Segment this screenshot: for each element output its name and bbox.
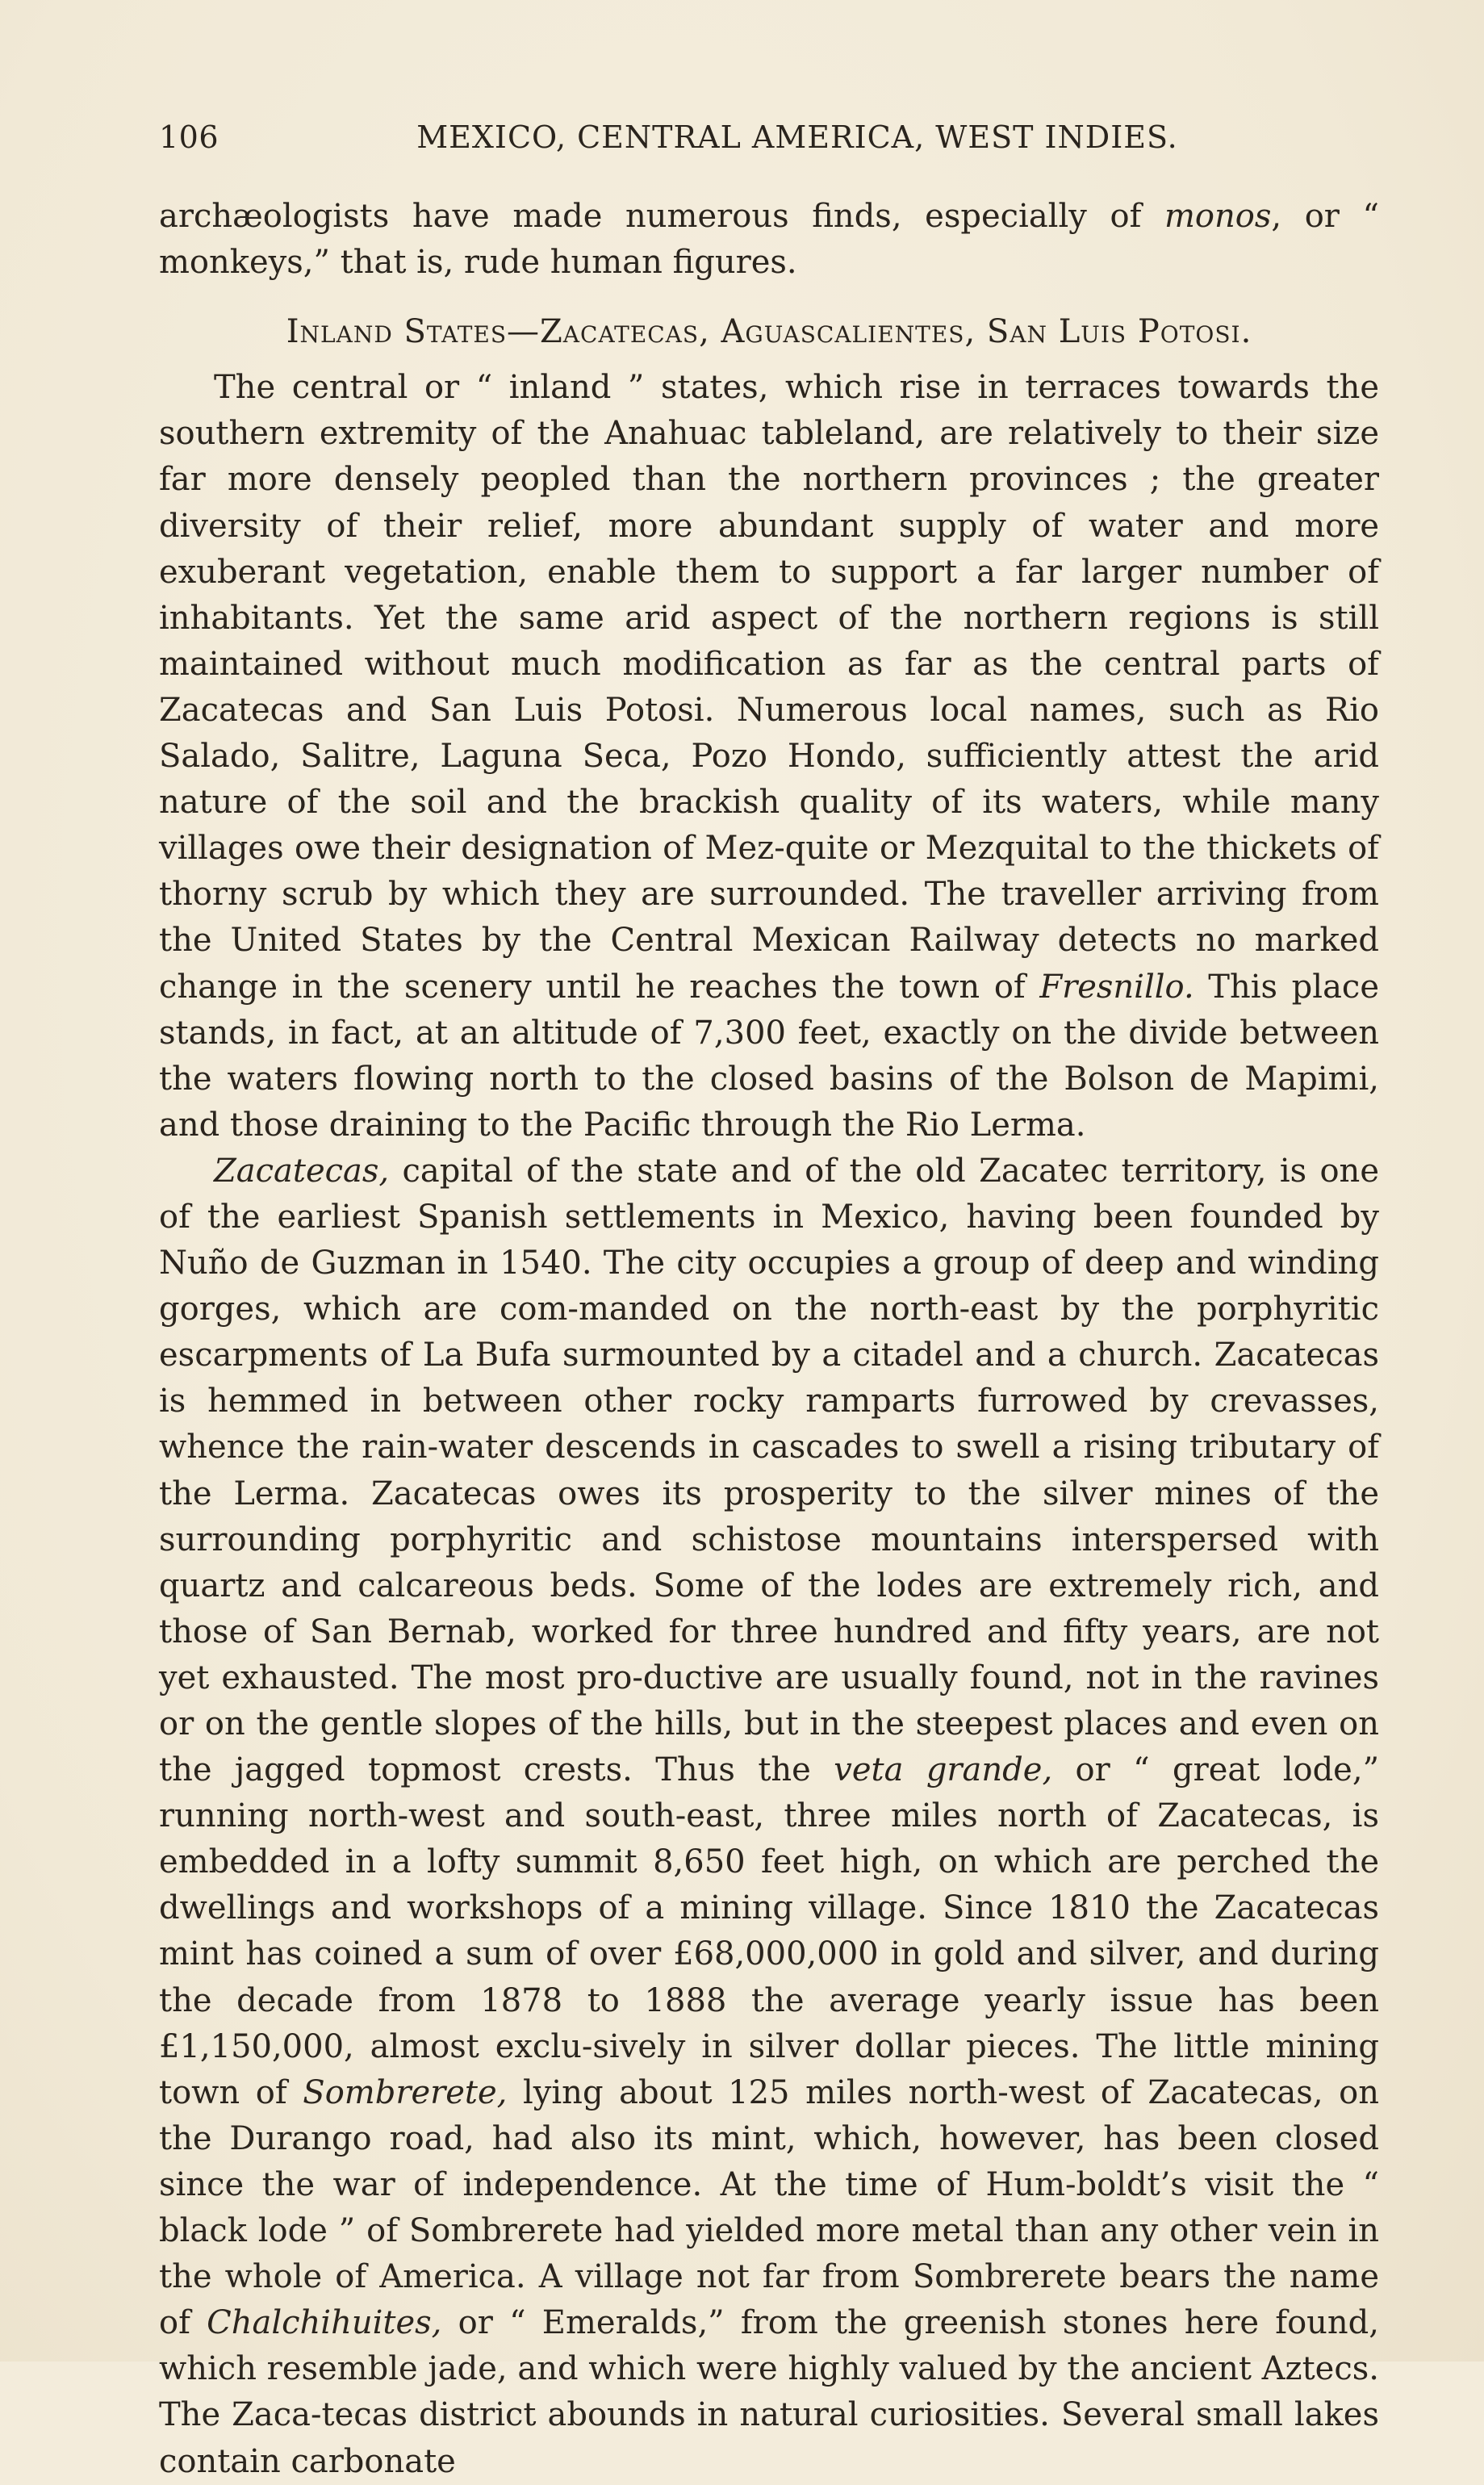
page-number: 106 [159, 119, 219, 155]
italic-place-name: Fresnillo. [1039, 968, 1194, 1006]
intro-paragraph: archæologists have made numerous finds, especially of monos, or “ monkeys,” that is, rude human figures. [159, 198, 1379, 282]
page-header [159, 113, 1379, 161]
italic-place-name: Zacatecas, [214, 1152, 390, 1190]
section-heading: Inland States—Zacatecas, Aguascalientes, San Luis Potosi. [286, 313, 1252, 351]
paragraph-zacatecas: Zacatecas, capital of the state and of the old Zacatec territory, is one of the earliest Spanish settlements in Mexico, having been founded by Nuño de Guzman in 1540. The city occupies a group of deep and winding gorges, which are com-manded on the north-east by the porphyritic escarpments of La Bufa surmounted by a citadel and a church. Zacatecas is hemmed in between other rocky ramparts furrowed by crevasses, whence the rain-water descends in cascades to swell a rising tributary of the Lerma. Zacatecas owes its prosperity to the silver mines of the surrounding porphyritic and schistose mountains interspersed with quartz and calcareous beds. Some of the lodes are extremely rich, and those of San Bernab, worked for three hundred and fifty years, are not yet exhausted. The most pro-ductive are usually found, not in the ravines or on the gentle slopes of the hills, but in the steepest places and even on the jagged topmost crests. Thus the veta grande, or “ great lode,” running north-west and south-east, three miles north of Zacatecas, is embedded in a lofty summit 8,650 feet high, on which are perched the dwellings and workshops of a mining village. Since 1810 the Zacatecas mint has coined a sum of over £68,000,000 in gold and silver, and during the decade from 1878 to 1888 the average yearly issue has been £1,150,000, almost exclu-sively in silver dollar pieces. The little mining town of Sombrerete, lying about 125 miles north-west of Zacatecas, on the Durango road, had also its mint, which, however, has been closed since the war of independence. At the time of Hum-boldt’s visit the “ black lode ” of Sombrerete had yielded more metal than any other vein in the whole of America. A village not far from Sombrerete bears the name of Chalchihuites, or “ Emeralds,” from the greenish stones here found, which resemble jade, and which were highly valued by the ancient Aztecs. The Zaca-tecas district abounds in natural curiosities. Several small lakes contain carbonate [159, 1152, 1380, 2480]
running-title: MEXICO, CENTRAL AMERICA, WEST INDIES. [416, 119, 1178, 155]
italic-place-name: Chalchihuites, [207, 2304, 442, 2342]
italic-term: monos [1164, 198, 1272, 235]
body-text [159, 194, 1379, 2485]
italic-place-name: Sombrerete, [303, 2073, 508, 2111]
paragraph-inland-states: The central or “ inland ” states, which rise in terraces towards the southern extremity of the Anahuac tableland, are relatively to their size far more densely peopled than the northern provinces ; the greater diversity of their relief, more abundant supply of water and more exuberant vegetation, enable them to support a far larger number of inhabitants. Yet the same arid aspect of the northern regions is still maintained without much modification as far as the central parts of Zacatecas and San Luis Potosi. Numerous local names, such as Rio Salado, Salitre, Laguna Seca, Pozo Hondo, sufficiently attest the arid nature of the soil and the brackish quality of its waters, while many villages owe their designation of Mez-quite or Mezquital to the thickets of thorny scrub by which they are surrounded. The traveller arriving from the United States by the Central Mexican Railway detects no marked change in the scenery until he reaches the town of Fresnillo. This place stands, in fact, at an altitude of 7,300 feet, exactly on the divide between the waters flowing north to the closed basins of the Bolson de Mapimi, and those draining to the Pacific through the Rio Lerma. [159, 369, 1379, 1144]
italic-term: veta grande, [834, 1751, 1053, 1789]
